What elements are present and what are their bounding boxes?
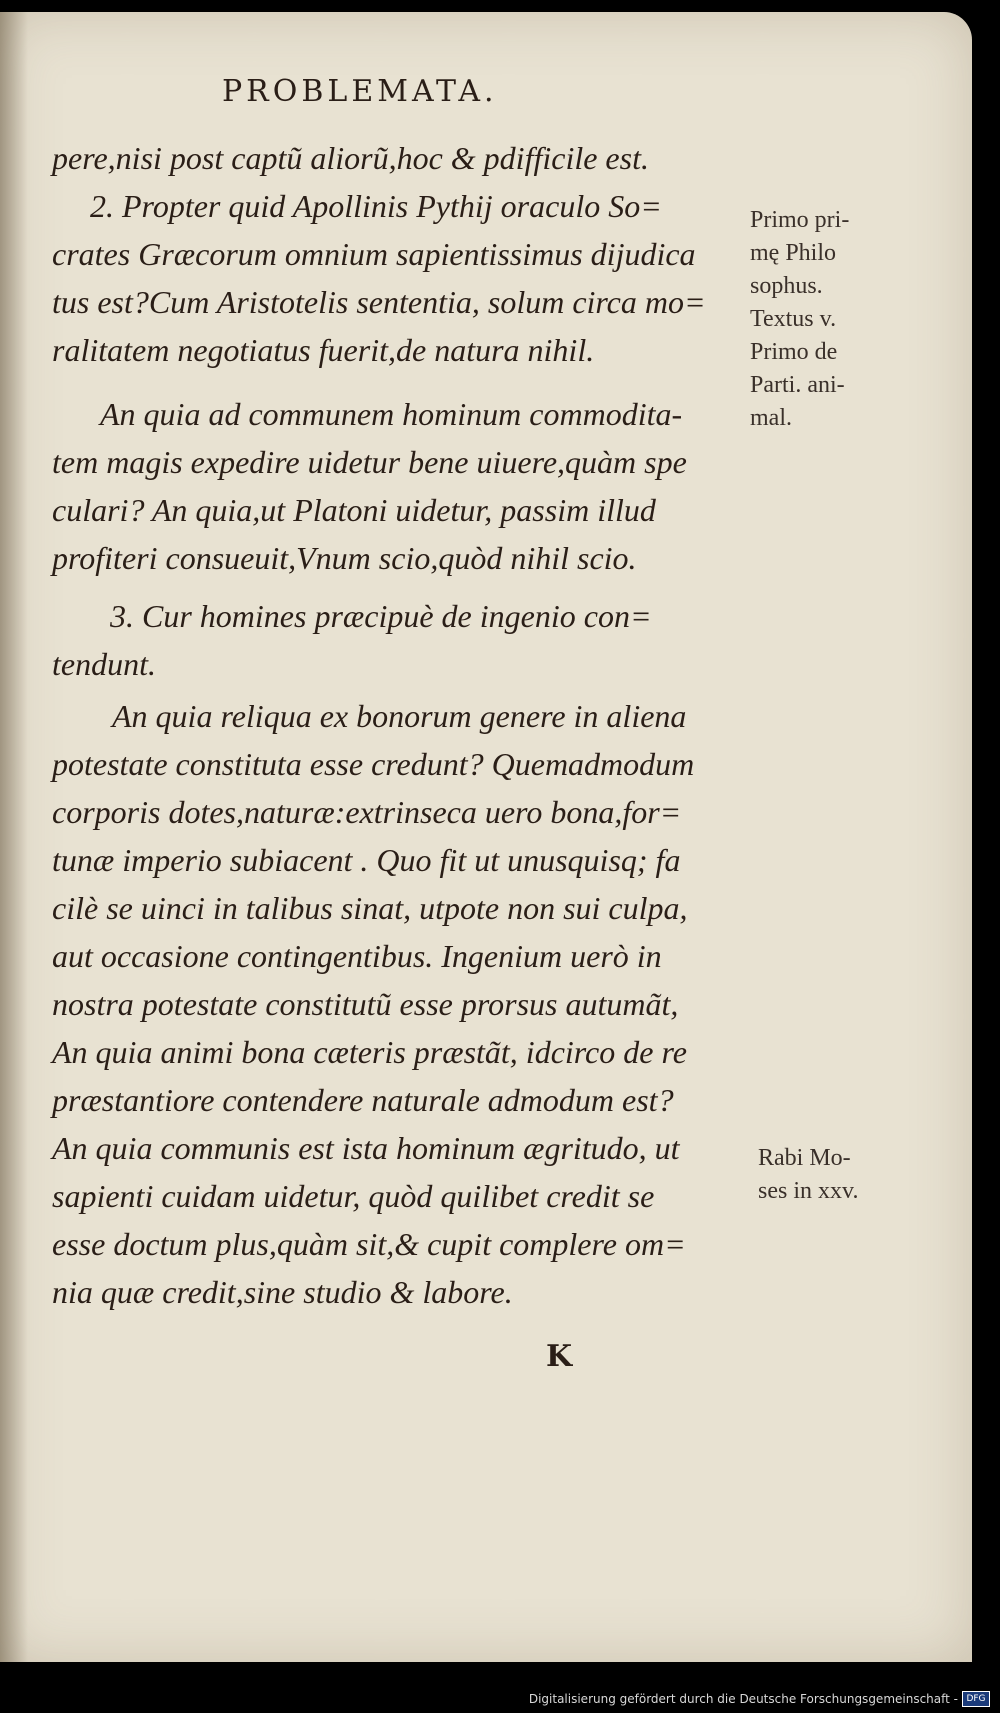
body-line: potestate constituta esse credunt? Quemadmodum [52,746,695,782]
body-line: An quia communis est ista hominum ægritudo, ut [52,1130,680,1166]
body-line: sapienti cuidam uidetur, quòd quilibet credit se [52,1178,655,1214]
book-page [0,12,972,1662]
body-line: tem magis expedire uidetur bene uiuere,quàm spe [52,444,687,480]
body-line: nostra potestate constitutũ esse prorsus autumãt, [52,986,679,1022]
body-line: profiteri consueuit,Vnum scio,quòd nihil scio. [52,540,637,576]
body-line: 3. Cur homines præcipuè de ingenio con= [110,598,652,634]
margin-note-line: sophus. [750,273,823,299]
margin-note-line: Parti. ani- [750,372,845,398]
body-line: culari? An quia,ut Platoni uidetur, passim illud [52,492,656,528]
margin-note-line: Primo pri- [750,207,850,233]
body-line: pere,nisi post captũ aliorũ,hoc & pdifficile est. [52,140,649,176]
body-line: corporis dotes,naturæ:extrinseca uero bona,for= [52,794,682,830]
margin-note-line: mę Philo [750,240,837,266]
footer-credit: Digitalisierung gefördert durch die Deutsche Forschungsgemeinschaft - [528,1692,958,1706]
body-line: cilè se uinci in talibus sinat, utpote non sui culpa, [52,890,688,926]
body-line: esse doctum plus,quàm sit,& cupit complere om= [52,1226,686,1262]
body-line: tunæ imperio subiacent . Quo fit ut unusquisq; fa [52,842,681,878]
body-line: tus est?Cum Aristotelis sententia, solum circa mo= [52,284,706,320]
margin-note-line: ses in xxv. [758,1178,859,1204]
signature-mark: K [546,1339,573,1374]
body-line: nia quæ credit,sine studio & labore. [52,1274,513,1310]
body-line: An quia animi bona cæteris præstãt, idcirco de re [52,1034,687,1070]
body-line: crates Græcorum omnium sapientissimus dijudica [52,236,696,272]
body-line: 2. Propter quid Apollinis Pythij oraculo So= [90,188,662,224]
margin-note-line: Primo de [750,339,838,365]
dfg-logo-icon: DFG [962,1691,990,1707]
body-line: præstantiore contendere naturale admodum est? [52,1082,674,1118]
running-title: PROBLEMATA. [222,74,498,109]
margin-note-line: mal. [750,405,792,431]
margin-note-aristotle [750,204,849,435]
body-line: tendunt. [52,646,156,682]
digitization-footer [529,1691,990,1707]
margin-note-line: Textus v. [750,306,837,332]
margin-note-line: Rabi Mo- [758,1145,851,1171]
body-line: An quia ad communem hominum commodita- [100,396,683,432]
body-line: An quia reliqua ex bonorum genere in aliena [112,698,687,734]
body-line: ralitatem negotiatus fuerit,de natura nihil. [52,332,595,368]
body-line: aut occasione contingentibus. Ingenium uerò in [52,938,662,974]
margin-note-rabi [758,1142,858,1208]
